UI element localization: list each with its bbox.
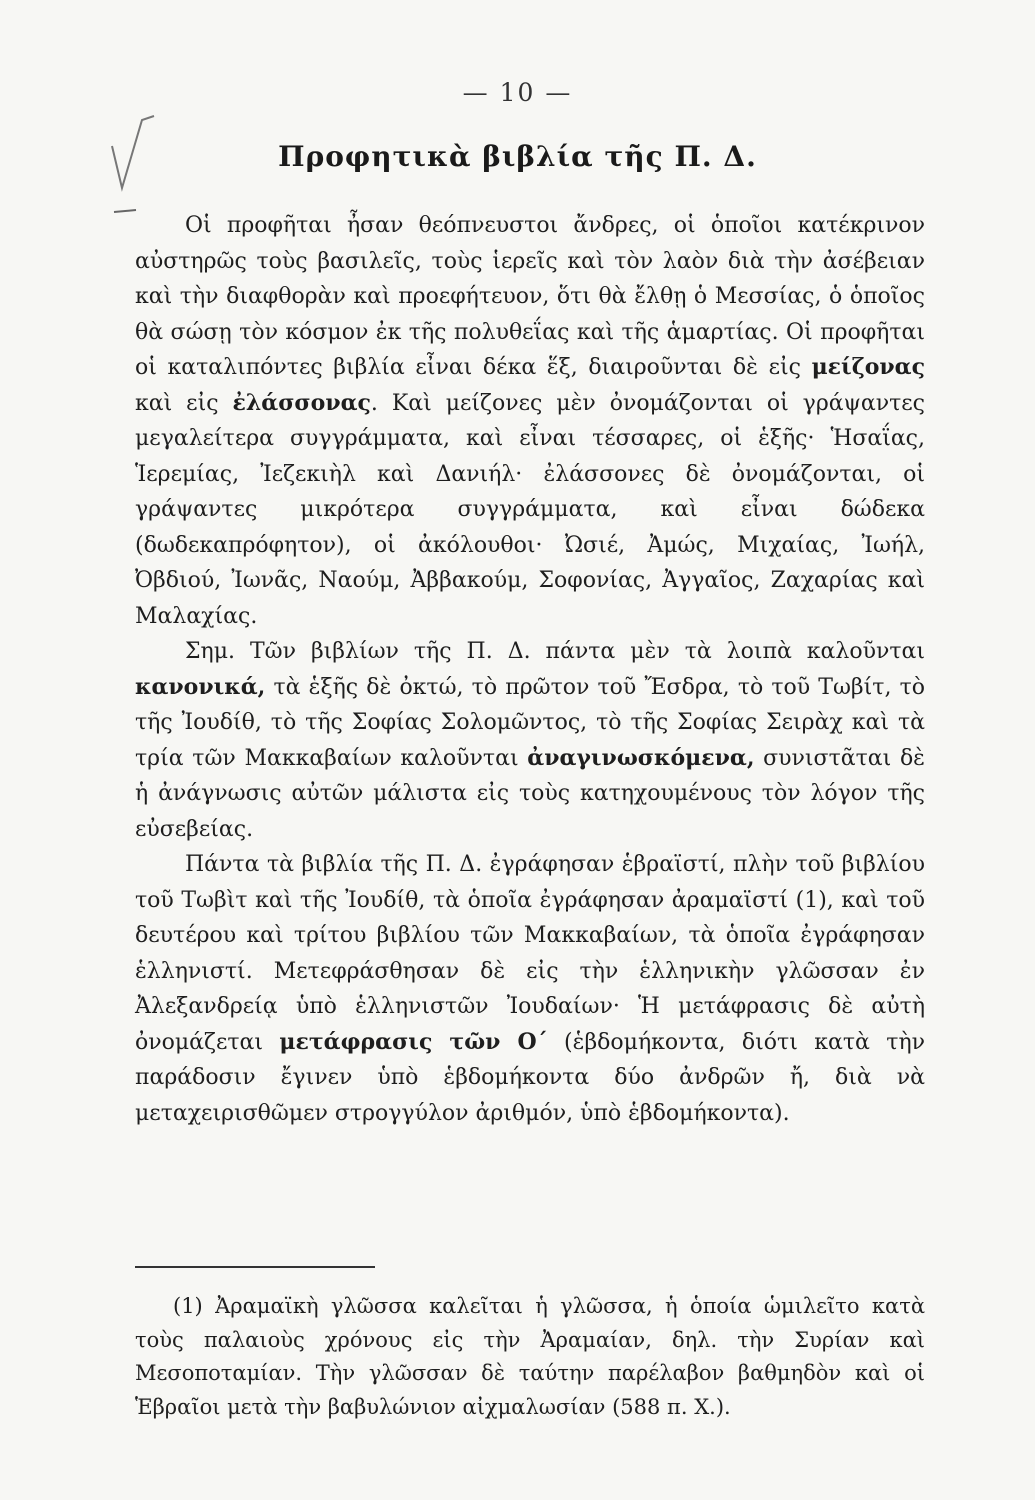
bold-term: μετάφρασις τῶν Ο΄ — [279, 1028, 548, 1055]
body-text — [135, 208, 925, 1131]
page-number: — 10 — — [462, 78, 573, 107]
page-title: Προφητικὰ βιβλία τῆς Π. Δ. — [278, 140, 757, 173]
footnote-text: (1) Ἀραμαϊκὴ γλῶσσα καλεῖται ἡ γλῶσσα, ἡ ὁποία ὡμιλεῖτο κατὰ τοὺς παλαιοὺς χρόνους εἰς τὴν Ἀραμαίαν, δηλ. τὴν Συρίαν καὶ Μεσοποταμίαν. Τὴν γλῶσσαν δὲ ταύτην παρέλαβον βαθμηδὸν καὶ οἱ Ἑβραῖοι μετὰ τὴν βαβυλώνιον αἰχμαλωσίαν (588 π. Χ.). — [135, 1294, 925, 1419]
paragraph-languages: Πάντα τὰ βιβλία τῆς Π. Δ. ἐγράφησαν ἑβραϊστί, πλὴν τοῦ βιβλίου τοῦ Τωβὶτ καὶ τῆς Ἰουδίθ, τὰ ὁποῖα ἐγράφησαν ἀραμαϊστί (1), καὶ τοῦ δευτέρου καὶ τρίτου βιβλίου τῶν Μακκαβαίων, τὰ ὁποῖα ἐγράφησαν ἑλληνιστί. Μετεφράσθησαν δὲ εἰς τὴν ἑλληνικὴν γλῶσσαν ἐν Ἀλεξανδρείᾳ ὑπὸ ἑλληνιστῶν Ἰουδαίων· Ἡ μετάφρασις δὲ αὐτὴ ὀνομάζεται μετάφρασις τῶν Ο΄ (ἑβδομήκοντα, διότι κατὰ τὴν παράδοσιν ἔγινεν ὑπὸ ἑβδομήκοντα δύο ἀνδρῶν ἤ, διὰ νὰ μεταχειρισθῶμεν στρογγύλον ἀριθμόν, ὑπὸ ἑβδομήκοντα). — [135, 852, 925, 1126]
bold-term: ἐλάσσονας — [232, 389, 371, 416]
footnote — [135, 1290, 925, 1424]
bold-term: ἀναγινωσκόμενα, — [527, 744, 755, 771]
bold-term: μείζονας — [811, 354, 925, 380]
paragraph-prophets: Οἱ προφῆται ἦσαν θεόπνευστοι ἄνδρες, οἱ ὁποῖοι κατέκρινον αὐστηρῶς τοὺς βασιλεῖς, τοὺς ἱερεῖς καὶ τὸν λαὸν διὰ τὴν ἀσέβειαν καὶ τὴν διαφθορὰν καὶ προεφήτευον, ὅτι θὰ ἔλθῃ ὁ Μεσσίας, ὁ ὁποῖος θὰ σώσῃ τὸν κόσμον ἐκ τῆς πολυθεΐας καὶ τῆς ἁμαρτίας. Οἱ προφῆται οἱ καταλιπόντες βιβλία εἶναι δέκα ἕξ, διαιροῦνται δὲ εἰς μείζονας καὶ εἰς ἐλάσσονας. Καὶ μείζονες μὲν ὀνομάζονται οἱ γράψαντες μεγαλείτερα συγγράμματα, καὶ εἶναι τέσσαρες, οἱ ἑξῆς· Ἡσαΐας, Ἱερεμίας, Ἰεζεκιὴλ καὶ Δανιήλ· ἐλάσσονες δὲ ὀνομάζονται, οἱ γράψαντες μικρότερα συγγράμματα, καὶ εἶναι δώδεκα (δωδεκαπρόφητον), οἱ ἀκόλουθοι· Ὠσιέ, Ἀμώς, Μιχαίας, Ἰωήλ, Ὀβδιού, Ἰωνᾶς, Ναούμ, Ἀββακούμ, Σοφονίας, Ἀγγαῖος, Ζαχαρίας καὶ Μαλαχίας. — [135, 213, 925, 629]
footnote-divider — [135, 1266, 375, 1268]
bold-term: κανονικά, — [135, 673, 266, 700]
paragraph-note: Σημ. Τῶν βιβλίων τῆς Π. Δ. πάντα μὲν τὰ λοιπὰ καλοῦνται κανονικά, τὰ ἑξῆς δὲ ὀκτώ, τὸ πρῶτον τοῦ Ἔσδρα, τὸ τοῦ Τωβίτ, τὸ τῆς Ἰουδίθ, τὸ τῆς Σοφίας Σολομῶντος, τὸ τῆς Σοφίας Σειρὰχ καὶ τὰ τρία τῶν Μακκαβαίων καλοῦνται ἀναγινωσκόμενα, συνιστᾶται δὲ ἡ ἀνάγνωσις αὐτῶν μάλιστα εἰς τοὺς κατηχουμένους τὸν λόγον τῆς εὐσεβείας. — [135, 639, 925, 842]
